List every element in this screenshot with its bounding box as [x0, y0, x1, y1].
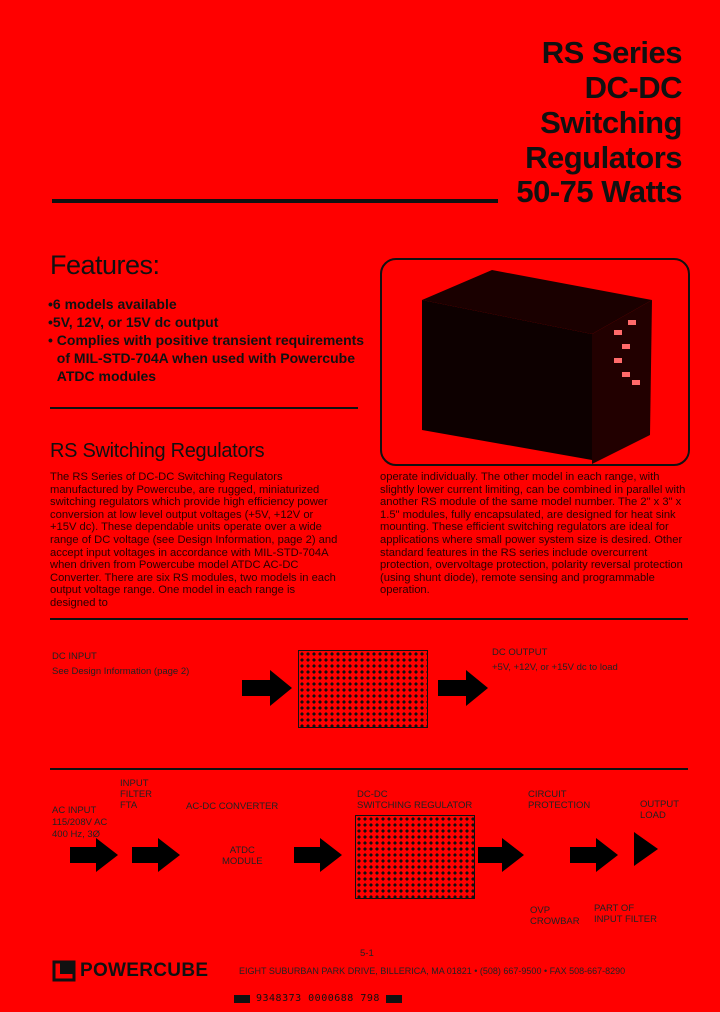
- module-image: [382, 260, 688, 464]
- arrow-right-icon: [634, 832, 658, 866]
- section-body-col2: operate individually. The other model in each range, with slightly lower current limiting, can be combined in parallel with another RS module of the same model number. The 2" x 3" x 1.5" modules, fully encapsulated, are designed for heat sink mounting. These efficient switching regulators are ideal for applications where small power system size is desired. Other standard features in the RS series include overcurrent protection, overvoltage protection, polarity reversal protection (using shunt diode), remote sensing and programmable operation.: [380, 471, 686, 597]
- arrow-right-icon: [242, 670, 292, 706]
- dcdc-regulator-label: DC-DC SWITCHING REGULATOR: [357, 789, 473, 811]
- arrow-right-icon: [478, 838, 524, 872]
- barcode-block: [386, 995, 402, 1003]
- title-line-1: RS Series: [541, 35, 682, 70]
- features-rule: [50, 407, 358, 409]
- acdc-converter-label: AC-DC CONVERTER: [186, 801, 279, 812]
- footer-address: EIGHT SUBURBAN PARK DRIVE, BILLERICA, MA 01821 • (508) 667-9500 • FAX 508-667-8290: [239, 966, 626, 976]
- page-number: 5-1: [360, 948, 374, 959]
- title-line-5: 50-75 Watts: [516, 174, 682, 209]
- ovp-crowbar-label: OVP CROWBAR: [530, 905, 580, 927]
- circuit-protection-label: CIRCUIT PROTECTION: [528, 789, 591, 811]
- section-heading: RS Switching Regulators: [50, 440, 265, 462]
- ac-input-freq: 400 Hz, 3Ø: [52, 829, 101, 840]
- dc-output-label: DC OUTPUT: [492, 647, 548, 658]
- dc-input-label: DC INPUT: [52, 651, 97, 662]
- ac-input-spec: 115/208V AC: [52, 817, 108, 828]
- diagram-rule: [50, 768, 688, 770]
- atdc-module-label: ATDC MODULE: [222, 845, 263, 867]
- title-line-2: DC-DC: [584, 70, 682, 105]
- feature-item: • 5V, 12V, or 15V dc output: [48, 314, 219, 330]
- features-heading: Features:: [50, 250, 160, 280]
- section-rule: [50, 618, 688, 620]
- output-load-label: OUTPUT LOAD: [640, 799, 680, 821]
- arrow-right-icon: [438, 670, 488, 706]
- arrow-right-icon: [294, 838, 342, 872]
- arrow-right-icon: [70, 838, 118, 872]
- dc-input-note: See Design Information (page 2): [52, 666, 190, 677]
- title-rule: [52, 199, 498, 203]
- arrow-right-icon: [570, 838, 618, 872]
- regulator-chip-image: [298, 650, 428, 728]
- brand-name: POWERCUBE: [80, 960, 209, 981]
- input-filter-label: INPUT FILTER FTA: [120, 778, 153, 811]
- arrow-right-icon: [132, 838, 180, 872]
- section-body-col1: The RS Series of DC-DC Switching Regulators manufactured by Powercube, are rugged, miniaturized switching regulators which provide high efficiency power conversion at low level output voltages (+5V, +12V or +15V dc). These dependable units operate over a wide range of DC voltage (see Design Information, page 2) and accept input voltages in accordance with MIL-STD-704A when driven from Powercube model ATDC AC-DC Converter. There are six RS modules, two models in each output voltage range. One model in each range is designed to: [50, 471, 338, 609]
- powercube-logo-icon: [52, 960, 76, 982]
- feature-item: • 6 models available: [48, 296, 177, 312]
- title-line-4: Regulators: [525, 140, 682, 175]
- barcode-text: 9348373 0000688 798: [256, 993, 380, 1004]
- features-list: [48, 295, 368, 385]
- barcode-line: [234, 993, 402, 1004]
- product-photo: [380, 258, 690, 466]
- feature-item: • Complies with positive transient requirements of MIL-STD-704A when used with Powercube ATDC modules: [48, 332, 365, 384]
- brand-logo: [52, 960, 208, 982]
- switching-regulator-image: [355, 815, 475, 899]
- dc-output-note: +5V, +12V, or +15V dc to load: [492, 662, 618, 673]
- title-line-3: Switching: [540, 105, 682, 140]
- barcode-block: [234, 995, 250, 1003]
- part-of-input-filter-label: PART OF INPUT FILTER: [594, 903, 657, 925]
- ac-input-label: AC INPUT: [52, 805, 97, 816]
